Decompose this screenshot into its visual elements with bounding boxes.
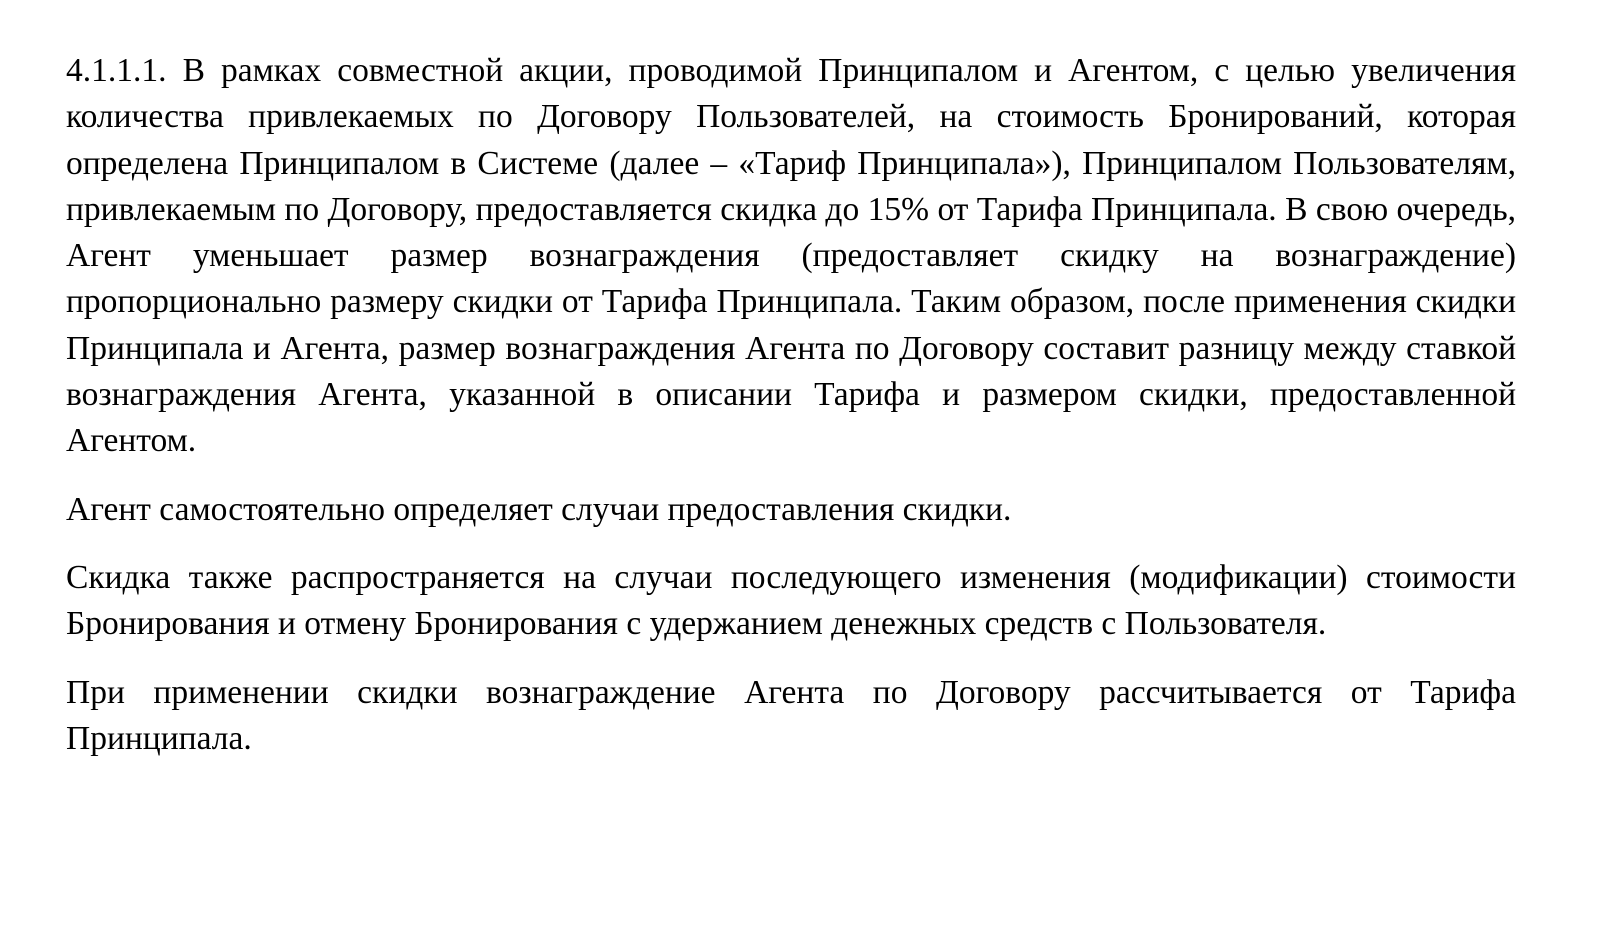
discount-cases-paragraph: Агент самостоятельно определяет случаи предоставления скидки. [66, 490, 1012, 528]
discount-scope-paragraph: Скидка также распространяется на случаи последующего изменения (модификации) стоимости Бронирования и отмену Бронирования с удержанием денежных средств с Пользователя. [66, 558, 1516, 643]
reward-calculation-paragraph: При применении скидки вознаграждение Агента по Договору рассчитывается от Тарифа Принципала. [66, 673, 1516, 757]
clause-4-1-1-1-paragraph: 4.1.1.1. В рамках совместной акции, проводимой Принципалом и Агентом, с целью увеличения количества привлекаемых по Договору Пользователей, на стоимость Бронирований, которая определена Принципалом в Системе (далее – «Тариф Принципала»), Принципалом Пользователям, привлекаемым по Договору, предоставляется скидка до 15% от Тарифа Принципала. В свою очередь, Агент уменьшает размер вознаграждения (предоставляет скидку на вознаграждение) пропорционально размеру скидки от Тарифа Принципала. Таким образом, после применения скидки Принципала и Агента, размер вознаграждения Агента по Договору составит разницу между ставкой вознаграждения Агента, указанной в описании Тарифа и размером скидки, предоставленной Агентом. [66, 52, 1516, 460]
